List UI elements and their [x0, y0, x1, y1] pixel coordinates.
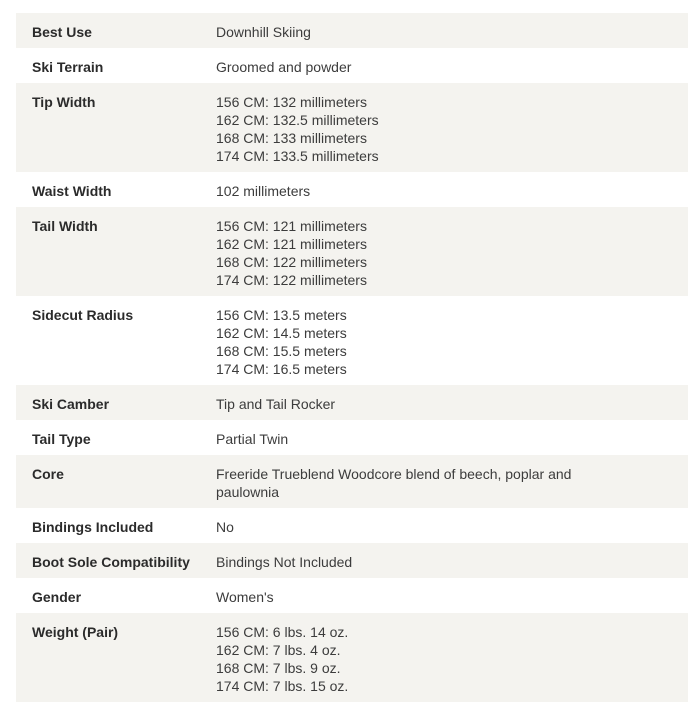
spec-row [16, 578, 688, 613]
spec-row [16, 48, 688, 83]
spec-value [216, 395, 688, 413]
specifications-table [16, 13, 688, 702]
spec-label: Weight (Pair) [32, 624, 119, 640]
spec-label: Tail Width [32, 218, 98, 234]
spec-value-line: 168 CM: 15.5 meters [216, 343, 347, 359]
spec-value-line: 162 CM: 7 lbs. 4 oz. [216, 642, 341, 658]
spec-value [216, 588, 688, 606]
spec-value-line: 162 CM: 121 millimeters [216, 236, 367, 252]
spec-label: Sidecut Radius [32, 307, 134, 323]
spec-value-line: 174 CM: 16.5 meters [216, 361, 347, 377]
spec-value [216, 430, 688, 448]
spec-value-line: Bindings Not Included [216, 554, 353, 570]
spec-label: Bindings Included [32, 519, 154, 535]
spec-value [216, 553, 688, 571]
spec-value-line: 174 CM: 133.5 millimeters [216, 148, 379, 164]
spec-row [16, 207, 688, 296]
spec-row [16, 613, 688, 702]
spec-label: Ski Camber [32, 396, 110, 412]
spec-value-line: Groomed and powder [216, 59, 352, 75]
spec-value-line: 102 millimeters [216, 183, 311, 199]
spec-row [16, 296, 688, 385]
spec-value [216, 465, 688, 501]
spec-row [16, 385, 688, 420]
spec-value-line: Downhill Skiing [216, 24, 311, 40]
spec-value-line: Partial Twin [216, 431, 289, 447]
spec-value-line: 162 CM: 132.5 millimeters [216, 112, 379, 128]
spec-value [216, 58, 688, 76]
spec-row [16, 508, 688, 543]
spec-value-line: 174 CM: 122 millimeters [216, 272, 367, 288]
spec-value [216, 93, 688, 165]
spec-label: Best Use [32, 24, 92, 40]
spec-value [216, 182, 688, 200]
spec-value-line: Freeride Trueblend Woodcore blend of beech, poplar and paulownia [216, 466, 572, 500]
spec-row [16, 455, 688, 508]
spec-value [216, 306, 688, 378]
spec-value-line: 156 CM: 6 lbs. 14 oz. [216, 624, 349, 640]
spec-label: Tail Type [32, 431, 91, 447]
spec-value [216, 23, 688, 41]
spec-row [16, 13, 688, 48]
spec-value-line: 156 CM: 132 millimeters [216, 94, 367, 110]
spec-value-line: 162 CM: 14.5 meters [216, 325, 347, 341]
spec-value-line: Tip and Tail Rocker [216, 396, 336, 412]
spec-label: Boot Sole Compatibility [32, 554, 190, 570]
spec-row [16, 420, 688, 455]
spec-value-line: 168 CM: 133 millimeters [216, 130, 367, 146]
spec-label: Waist Width [32, 183, 112, 199]
spec-label: Gender [32, 589, 82, 605]
spec-value-line: 168 CM: 122 millimeters [216, 254, 367, 270]
spec-label: Core [32, 466, 64, 482]
spec-value [216, 217, 688, 289]
spec-value-line: 156 CM: 13.5 meters [216, 307, 347, 323]
spec-value-line: 168 CM: 7 lbs. 9 oz. [216, 660, 341, 676]
spec-value-line: No [216, 519, 234, 535]
spec-row [16, 172, 688, 207]
spec-row [16, 543, 688, 578]
spec-value-line: 174 CM: 7 lbs. 15 oz. [216, 678, 349, 694]
spec-label: Tip Width [32, 94, 96, 110]
spec-label: Ski Terrain [32, 59, 104, 75]
spec-value-line: Women's [216, 589, 274, 605]
spec-value [216, 623, 688, 695]
spec-value [216, 518, 688, 536]
spec-value-line: 156 CM: 121 millimeters [216, 218, 367, 234]
spec-row [16, 83, 688, 172]
